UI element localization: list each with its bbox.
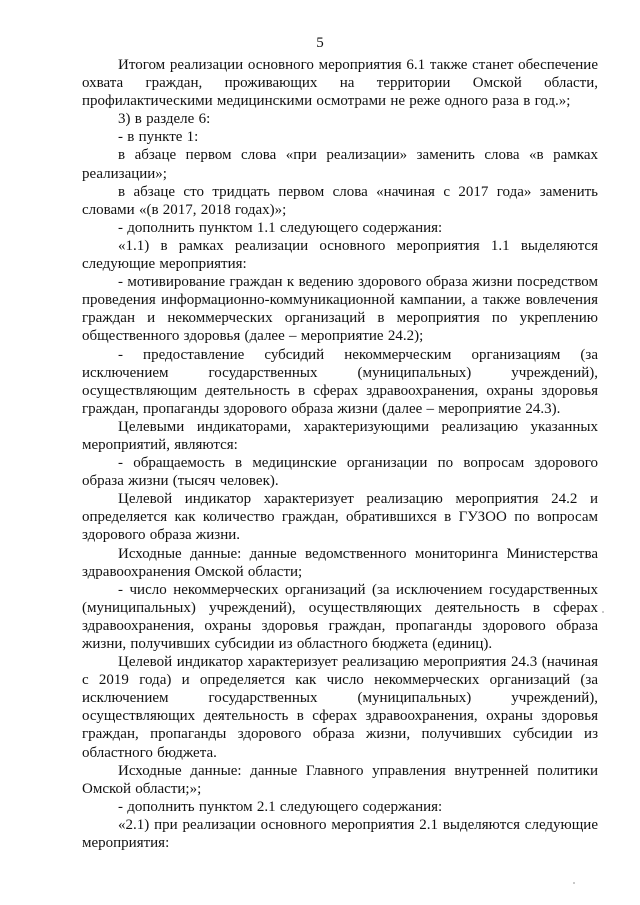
paragraph-abzac-131: в абзаце сто тридцать первом слова «начиная с 2017 года» заменить словами «(в 2017, 2018 годах)»;	[82, 183, 598, 218]
paragraph-measure-24-2: - мотивирование граждан к ведению здорового образа жизни посредством проведения информационно-коммуникационной кампании, а также вовлечения граждан и некоммерческих организаций в мероприятия по укреплению общественного здоровья (далее – мероприятие 24.2);	[82, 274, 598, 345]
scan-speck	[602, 611, 604, 613]
paragraph-item-1-1: «1.1) в рамках реализации основного мероприятия 1.1 выделяются следующие мероприятия:	[82, 237, 598, 273]
paragraph-indicators-intro: Целевыми индикаторами, характеризующими реализацию указанных мероприятий, являются:	[82, 418, 598, 453]
paragraph-indicator-nko-count: - число некоммерческих организаций (за исключением государственных (муниципальных) учреждений), осуществляющих деятельность в сферах здравоохранения, охраны здоровья граждан, пропаганды здорового образа жизни, получивших субсидии из областного бюджета (единиц).	[82, 581, 598, 652]
paragraph-source-main-directorate: Исходные данные: данные Главного управления внутренней политики Омской области;»;	[82, 762, 598, 797]
paragraph-measure-24-3: - предоставление субсидий некоммерческим организациям (за исключением государственных (муниципальных) учреждений), осуществляющим деятельность в сферах здравоохранения, охраны здоровья граждан, пропаганды здорового образа жизни (далее – мероприятие 24.3).	[82, 346, 598, 417]
scan-speck	[573, 882, 575, 884]
page-number: 5	[316, 35, 324, 51]
paragraph-item-2-1: «2.1) при реализации основного мероприятия 2.1 выделяются следующие мероприятия:	[82, 816, 598, 852]
paragraph-item-1: - в пункте 1:	[118, 129, 199, 146]
paragraph-add-item-1-1: - дополнить пунктом 1.1 следующего содержания:	[118, 219, 443, 236]
paragraph-summary-6-1: Итогом реализации основного мероприятия 6.1 также станет обеспечение охвата граждан, проживающих на территории Омской области, профилактическими медицинскими осмотрами не реже одного раза в год.»;	[82, 57, 598, 110]
paragraph-add-item-2-1: - дополнить пунктом 2.1 следующего содержания:	[118, 798, 443, 815]
paragraph-indicator-24-3: Целевой индикатор характеризует реализацию мероприятия 24.3 (начиная с 2019 года) и определяется как число некоммерческих организаций (за исключением государственных (муниципальных) учреждений), осуществляющих деятельность в сферах здравоохранения, охраны здоровья граждан, пропаганды здорового образа жизни, получивших субсидии из областного бюджета.	[82, 654, 598, 761]
paragraph-section-6: 3) в разделе 6:	[118, 111, 211, 128]
paragraph-first-abzac: в абзаце первом слова «при реализации» заменить слова «в рамках реализации»;	[82, 147, 598, 182]
paragraph-source-ministry: Исходные данные: данные ведомственного мониторинга Министерства здравоохранения Омской области;	[82, 545, 598, 580]
paragraph-indicator-appeals: - обращаемость в медицинские организации по вопросам здорового образа жизни (тысяч человек).	[82, 455, 598, 490]
document-body	[82, 56, 598, 852]
paragraph-indicator-24-2: Целевой индикатор характеризует реализацию мероприятия 24.2 и определяется как количество граждан, обратившихся в ГУЗОО по вопросам здорового образа жизни.	[82, 491, 598, 544]
